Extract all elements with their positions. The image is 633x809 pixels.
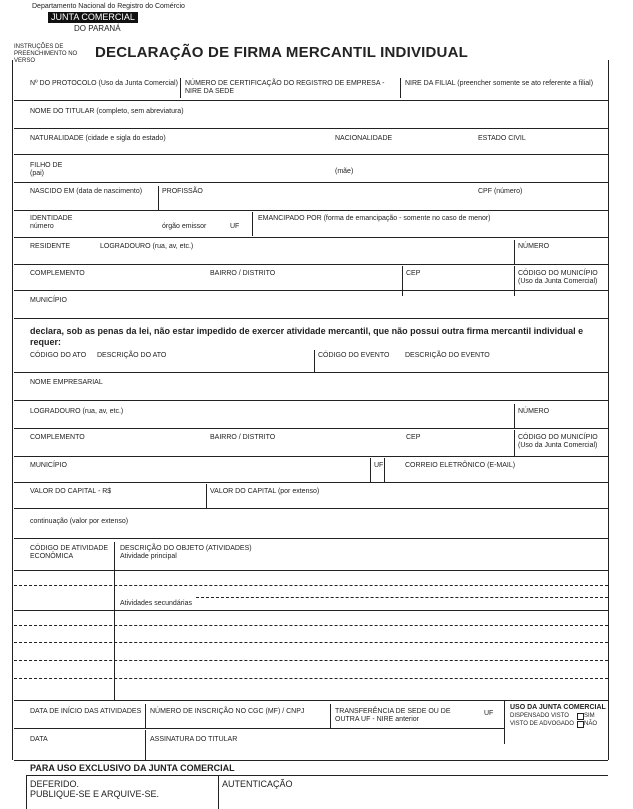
label-logradouro: LOGRADOURO (rua, av, etc.) bbox=[100, 243, 194, 250]
label-cod-municipio-uso: (Uso da Junta Comercial) bbox=[518, 278, 598, 285]
label-identidade: IDENTIDADE bbox=[30, 215, 73, 222]
label-cod-municipio-uso-empresa: (Uso da Junta Comercial) bbox=[518, 442, 598, 449]
footer-title: PARA USO EXCLUSIVO DA JUNTA COMERCIAL bbox=[30, 763, 235, 773]
label-cod-atividade: CÓDIGO DE ATIVIDADE ECONÔMICA bbox=[30, 545, 109, 560]
label-filho-de: FILHO DE bbox=[30, 162, 63, 169]
declaration-text: declara, sob as penas da lei, não estar impedido de exercer atividade mercantil, que não possui outra firma mercantil individual e requer: bbox=[30, 326, 584, 347]
label-bairro: BAIRRO / DISTRITO bbox=[210, 270, 276, 277]
label-dispensado: DISPENSADO VISTO bbox=[510, 713, 569, 719]
label-identidade-uf: UF bbox=[230, 223, 240, 230]
label-num-inscricao: NÚMERO DE INSCRIÇÃO NO CGC (MF) / CNPJ bbox=[150, 708, 305, 715]
label-profissao: PROFISSÃO bbox=[162, 188, 203, 195]
header-top-line: Departamento Nacional do Registro do Comércio bbox=[32, 3, 185, 10]
label-cod-ato: CÓDIGO DO ATO bbox=[30, 352, 87, 359]
label-atividade-principal: Atividade principal bbox=[120, 553, 177, 560]
label-valor-extenso: VALOR DO CAPITAL (por extenso) bbox=[210, 488, 320, 495]
label-nao: NÃO bbox=[584, 721, 598, 727]
label-numero-empresa: NÚMERO bbox=[518, 408, 550, 415]
label-uf-empresa: UF bbox=[374, 462, 384, 469]
label-email: CORREIO ELETRÔNICO (E-MAIL) bbox=[405, 462, 516, 469]
label-desc-evento: DESCRIÇÃO DO EVENTO bbox=[405, 352, 490, 359]
frame-left bbox=[12, 60, 13, 760]
footer-autenticacao: AUTENTICAÇÃO bbox=[222, 779, 293, 789]
label-data-inicio: DATA DE INÍCIO DAS ATIVIDADES bbox=[30, 708, 142, 715]
label-nascido-em: NASCIDO EM (data de nascimento) bbox=[30, 188, 143, 195]
nao-checkbox[interactable] bbox=[577, 721, 584, 728]
label-municipio: MUNICÍPIO bbox=[30, 297, 67, 304]
label-cod-evento: CÓDIGO DO EVENTO bbox=[318, 352, 390, 359]
instructions-note: INSTRUÇÕES DE PREENCHIMENTO NO VERSO bbox=[14, 44, 78, 64]
footer-deferido-1: DEFERIDO. bbox=[30, 779, 80, 789]
label-mae: (mãe) bbox=[335, 168, 354, 175]
label-complemento-empresa: COMPLEMENTO bbox=[30, 434, 85, 441]
label-numero: NÚMERO bbox=[518, 243, 550, 250]
label-municipio-empresa: MUNICÍPIO bbox=[30, 462, 67, 469]
label-valor-capital: VALOR DO CAPITAL - R$ bbox=[30, 488, 112, 495]
label-emancipado: EMANCIPADO POR (forma de emancipação - somente no caso de menor) bbox=[258, 215, 491, 222]
label-orgao-emissor: órgão emissor bbox=[162, 223, 207, 230]
label-visto-advogado: VISTO DE ADVOGADO bbox=[510, 721, 574, 727]
label-bairro-empresa: BAIRRO / DISTRITO bbox=[210, 434, 276, 441]
label-logradouro-empresa: LOGRADOURO (rua, av, etc.) bbox=[30, 408, 124, 415]
label-desc-ato: DESCRIÇÃO DO ATO bbox=[97, 352, 167, 359]
label-uf-transferencia: UF bbox=[484, 710, 494, 717]
sim-checkbox[interactable] bbox=[577, 713, 584, 720]
label-cep-empresa: CEP bbox=[406, 434, 421, 441]
page-title: DECLARAÇÃO DE FIRMA MERCANTIL INDIVIDUAL bbox=[95, 44, 468, 61]
org-name: JUNTA COMERCIAL bbox=[48, 12, 138, 23]
label-certificacao: NÚMERO DE CERTIFICAÇÃO DO REGISTRO DE EMPRESA - NIRE DA SEDE bbox=[185, 80, 385, 95]
label-uso-junta: USO DA JUNTA COMERCIAL bbox=[510, 704, 606, 711]
frame-right bbox=[608, 60, 609, 760]
label-desc-objeto: DESCRIÇÃO DO OBJETO (ATIVIDADES) bbox=[120, 545, 252, 552]
label-nome-titular: NOME DO TITULAR (completo, sem abreviatura) bbox=[30, 108, 184, 115]
label-transferencia: TRANSFERÊNCIA DE SEDE OU DE OUTRA UF - NIRE anterior bbox=[335, 708, 451, 723]
label-nire-filial: NIRE DA FILIAL (preencher somente se ato referente a filial) bbox=[405, 80, 594, 87]
label-identidade-numero: número bbox=[30, 223, 54, 230]
label-protocolo: Nº DO PROTOCOLO (Uso da Junta Comercial) bbox=[30, 80, 178, 87]
label-complemento: COMPLEMENTO bbox=[30, 270, 85, 277]
label-pai: (pai) bbox=[30, 170, 45, 177]
org-state: DO PARANÁ bbox=[74, 24, 121, 33]
label-cep: CEP bbox=[406, 270, 421, 277]
label-atividades-secundarias: Atividades secundárias bbox=[120, 600, 192, 607]
label-nome-empresarial: NOME EMPRESARIAL bbox=[30, 379, 103, 386]
label-residente: RESIDENTE bbox=[30, 243, 71, 250]
label-data: DATA bbox=[30, 736, 48, 743]
label-nacionalidade: NACIONALIDADE bbox=[335, 135, 393, 142]
label-continuacao: continuação (valor por extenso) bbox=[30, 518, 129, 525]
label-cod-municipio: CÓDIGO DO MUNICÍPIO bbox=[518, 270, 598, 277]
label-cod-municipio-empresa: CÓDIGO DO MUNICÍPIO bbox=[518, 434, 598, 441]
label-assinatura: ASSINATURA DO TITULAR bbox=[150, 736, 238, 743]
label-naturalidade: NATURALIDADE (cidade e sigla do estado) bbox=[30, 135, 166, 142]
label-cpf: CPF (número) bbox=[478, 188, 523, 195]
label-estado-civil: ESTADO CIVIL bbox=[478, 135, 526, 142]
footer-deferido-2: PUBLIQUE-SE E ARQUIVE-SE. bbox=[30, 789, 160, 799]
label-sim: SIM bbox=[584, 713, 595, 719]
